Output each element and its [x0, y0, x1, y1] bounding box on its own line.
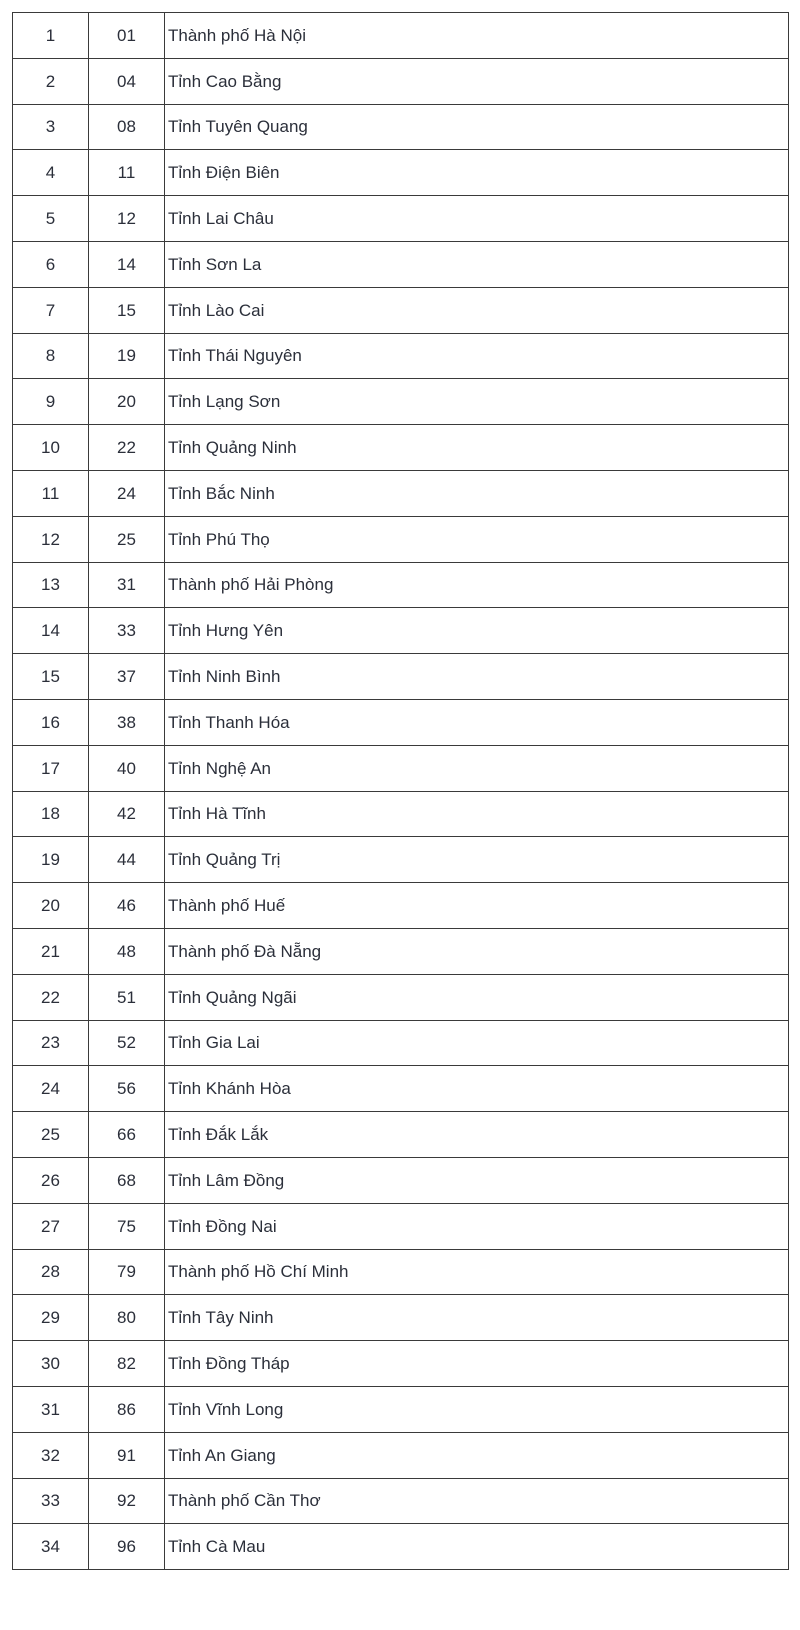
row-number-cell: 34	[13, 1524, 89, 1570]
row-number-cell: 24	[13, 1066, 89, 1112]
province-code-cell: 12	[89, 196, 165, 242]
table-row	[13, 58, 789, 104]
table-row	[13, 699, 789, 745]
province-name-cell: Tỉnh Sơn La	[165, 241, 789, 287]
table-row	[13, 241, 789, 287]
province-code-cell: 25	[89, 516, 165, 562]
row-number-cell: 10	[13, 425, 89, 471]
table-row	[13, 837, 789, 883]
row-number-cell: 11	[13, 470, 89, 516]
province-code-cell: 92	[89, 1478, 165, 1524]
province-code-cell: 14	[89, 241, 165, 287]
province-name-cell: Tỉnh Gia Lai	[165, 1020, 789, 1066]
table-row	[13, 654, 789, 700]
row-number-cell: 19	[13, 837, 89, 883]
row-number-cell: 14	[13, 608, 89, 654]
row-number-cell: 7	[13, 287, 89, 333]
table-row	[13, 150, 789, 196]
province-code-cell: 11	[89, 150, 165, 196]
row-number-cell: 20	[13, 883, 89, 929]
table-row	[13, 1295, 789, 1341]
province-code-cell: 31	[89, 562, 165, 608]
table-row	[13, 1432, 789, 1478]
province-code-cell: 68	[89, 1157, 165, 1203]
table-row	[13, 425, 789, 471]
table-row	[13, 13, 789, 59]
row-number-cell: 25	[13, 1112, 89, 1158]
province-name-cell: Tỉnh Tây Ninh	[165, 1295, 789, 1341]
table-row	[13, 1249, 789, 1295]
province-name-cell: Tỉnh Cà Mau	[165, 1524, 789, 1570]
table-row	[13, 1203, 789, 1249]
province-code-cell: 48	[89, 928, 165, 974]
province-code-cell: 82	[89, 1341, 165, 1387]
province-name-cell: Tỉnh Quảng Ngãi	[165, 974, 789, 1020]
province-name-cell: Thành phố Hải Phòng	[165, 562, 789, 608]
table-row	[13, 608, 789, 654]
row-number-cell: 29	[13, 1295, 89, 1341]
province-name-cell: Tỉnh Hà Tĩnh	[165, 791, 789, 837]
table-row	[13, 196, 789, 242]
province-name-cell: Tỉnh Tuyên Quang	[165, 104, 789, 150]
province-name-cell: Tỉnh Vĩnh Long	[165, 1386, 789, 1432]
province-name-cell: Tỉnh Ninh Bình	[165, 654, 789, 700]
province-name-cell: Thành phố Huế	[165, 883, 789, 929]
table-row	[13, 470, 789, 516]
row-number-cell: 30	[13, 1341, 89, 1387]
row-number-cell: 31	[13, 1386, 89, 1432]
row-number-cell: 8	[13, 333, 89, 379]
province-name-cell: Tỉnh An Giang	[165, 1432, 789, 1478]
row-number-cell: 18	[13, 791, 89, 837]
province-name-cell: Tỉnh Đồng Nai	[165, 1203, 789, 1249]
province-name-cell: Tỉnh Thanh Hóa	[165, 699, 789, 745]
province-code-cell: 22	[89, 425, 165, 471]
row-number-cell: 17	[13, 745, 89, 791]
province-code-cell: 37	[89, 654, 165, 700]
province-name-cell: Thành phố Hà Nội	[165, 13, 789, 59]
row-number-cell: 33	[13, 1478, 89, 1524]
province-code-cell: 96	[89, 1524, 165, 1570]
table-row	[13, 379, 789, 425]
row-number-cell: 5	[13, 196, 89, 242]
province-name-cell: Thành phố Đà Nẵng	[165, 928, 789, 974]
province-code-cell: 44	[89, 837, 165, 883]
province-code-cell: 66	[89, 1112, 165, 1158]
province-code-cell: 51	[89, 974, 165, 1020]
province-code-cell: 46	[89, 883, 165, 929]
province-name-cell: Tỉnh Thái Nguyên	[165, 333, 789, 379]
province-name-cell: Tỉnh Điện Biên	[165, 150, 789, 196]
table-row	[13, 745, 789, 791]
table-row	[13, 1066, 789, 1112]
table-row	[13, 1020, 789, 1066]
row-number-cell: 4	[13, 150, 89, 196]
province-table	[12, 12, 789, 1570]
province-code-cell: 38	[89, 699, 165, 745]
row-number-cell: 21	[13, 928, 89, 974]
table-row	[13, 104, 789, 150]
province-name-cell: Tỉnh Hưng Yên	[165, 608, 789, 654]
table-row	[13, 974, 789, 1020]
row-number-cell: 2	[13, 58, 89, 104]
table-row	[13, 1386, 789, 1432]
province-code-cell: 80	[89, 1295, 165, 1341]
province-code-cell: 24	[89, 470, 165, 516]
table-row	[13, 1112, 789, 1158]
province-code-cell: 08	[89, 104, 165, 150]
row-number-cell: 9	[13, 379, 89, 425]
province-code-cell: 52	[89, 1020, 165, 1066]
province-code-cell: 04	[89, 58, 165, 104]
province-code-cell: 56	[89, 1066, 165, 1112]
table-row	[13, 1157, 789, 1203]
row-number-cell: 28	[13, 1249, 89, 1295]
province-name-cell: Tỉnh Lai Châu	[165, 196, 789, 242]
province-name-cell: Tỉnh Lâm Đồng	[165, 1157, 789, 1203]
table-row	[13, 928, 789, 974]
province-code-cell: 20	[89, 379, 165, 425]
row-number-cell: 13	[13, 562, 89, 608]
table-row	[13, 333, 789, 379]
province-name-cell: Tỉnh Đắk Lắk	[165, 1112, 789, 1158]
province-name-cell: Tỉnh Quảng Ninh	[165, 425, 789, 471]
row-number-cell: 26	[13, 1157, 89, 1203]
row-number-cell: 3	[13, 104, 89, 150]
province-name-cell: Tỉnh Cao Bằng	[165, 58, 789, 104]
row-number-cell: 12	[13, 516, 89, 562]
table-row	[13, 791, 789, 837]
row-number-cell: 27	[13, 1203, 89, 1249]
province-name-cell: Thành phố Hồ Chí Minh	[165, 1249, 789, 1295]
table-row	[13, 1478, 789, 1524]
table-row	[13, 1341, 789, 1387]
province-name-cell: Tỉnh Bắc Ninh	[165, 470, 789, 516]
province-code-cell: 01	[89, 13, 165, 59]
province-code-cell: 40	[89, 745, 165, 791]
province-table-container	[12, 12, 788, 1570]
row-number-cell: 1	[13, 13, 89, 59]
province-code-cell: 33	[89, 608, 165, 654]
province-name-cell: Tỉnh Lào Cai	[165, 287, 789, 333]
province-name-cell: Tỉnh Quảng Trị	[165, 837, 789, 883]
province-code-cell: 79	[89, 1249, 165, 1295]
province-code-cell: 19	[89, 333, 165, 379]
province-name-cell: Tỉnh Nghệ An	[165, 745, 789, 791]
table-row	[13, 516, 789, 562]
table-row	[13, 1524, 789, 1570]
province-name-cell: Thành phố Cần Thơ	[165, 1478, 789, 1524]
province-name-cell: Tỉnh Khánh Hòa	[165, 1066, 789, 1112]
row-number-cell: 32	[13, 1432, 89, 1478]
table-row	[13, 883, 789, 929]
province-code-cell: 86	[89, 1386, 165, 1432]
row-number-cell: 22	[13, 974, 89, 1020]
row-number-cell: 16	[13, 699, 89, 745]
row-number-cell: 15	[13, 654, 89, 700]
province-code-cell: 91	[89, 1432, 165, 1478]
table-body	[13, 13, 789, 1570]
province-name-cell: Tỉnh Phú Thọ	[165, 516, 789, 562]
province-code-cell: 75	[89, 1203, 165, 1249]
row-number-cell: 6	[13, 241, 89, 287]
row-number-cell: 23	[13, 1020, 89, 1066]
table-row	[13, 287, 789, 333]
province-name-cell: Tỉnh Đồng Tháp	[165, 1341, 789, 1387]
table-row	[13, 562, 789, 608]
province-code-cell: 15	[89, 287, 165, 333]
province-code-cell: 42	[89, 791, 165, 837]
province-name-cell: Tỉnh Lạng Sơn	[165, 379, 789, 425]
